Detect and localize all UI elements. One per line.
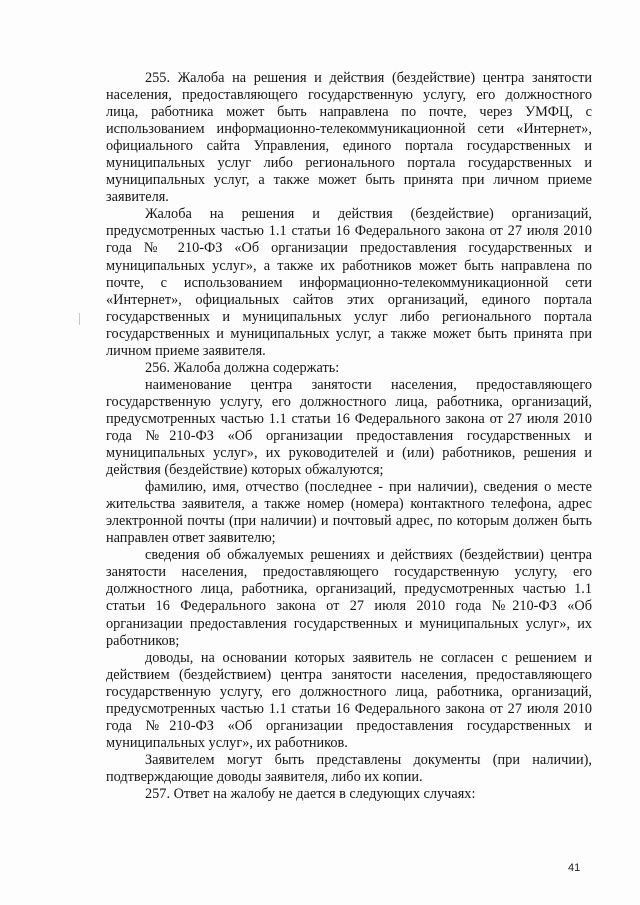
page-number: 41 (568, 862, 581, 874)
paragraph-item-name: наименование центра занятости населения, предоставляющего государственную услугу, его должностного лица, работника, организаций, предусмотренных частью 1.1 статьи 16 Федерального закона от 27 июля 2010 года №210-ФЗ «Об организации предоставления государственных и муниципальных услуг», их руководителей и (или) работников, решения и действия (бездействие) которых обжалуются; (106, 376, 592, 479)
paragraph-complaint-organizations: Жалоба на решения и действия (бездействие) организаций, предусмотренных частью 1.1 статьи 16 Федерального закона от 27 июля 2010 года № 210-ФЗ «Об организации предоставления государственных и муниципальных услуг», а также их работников может быть направлена по почте, с использованием информационно-телекоммуникационной сети «Интернет», официальных сайтов этих организаций, единого портала государственных и муниципальных услуг либо регионального портала государственных и муниципальных услуг, а также может быть принята при личном приеме заявителя. (106, 206, 592, 359)
paragraph-256: 256. Жалоба должна содержать: (145, 359, 340, 376)
document-body (106, 70, 592, 803)
paragraph-item-decisions: сведения об обжалуемых решениях и действиях (бездействии) центра занятости населения, предоставляющего государственную услугу, его должностного лица, работника, организаций, предусмотренных частью 1.1 статьи 16 Федерального закона от 27 июля 2010 года №210-ФЗ «Об организации предоставления государственных и муниципальных услуг», их работников; (106, 547, 592, 649)
paragraph-item-arguments: доводы, на основании которых заявитель не согласен с решением и действием (бездействием) центра занятости населения, предоставляющего государственную услугу, его должностного лица, работника, организаций, предусмотренных частью 1.1 статьи 16 Федерального закона от 27 июля 2010 года №210-ФЗ «Об организации предоставления государственных и муниципальных услуг», их работников. (106, 649, 592, 751)
paragraph-documents: Заявителем могут быть представлены документы (при наличии), подтверждающие доводы заявителя, либо их копии. (106, 751, 592, 785)
paragraph-item-personal-data: фамилию, имя, отчество (последнее - при наличии), сведения о месте жительства заявителя, а также номер (номера) контактного телефона, адрес электронной почты (при наличии) и почтовый адрес, по которым должен быть направлен ответ заявителю; (106, 479, 592, 547)
paragraph-255: 255. Жалоба на решения и действия (бездействие) центра занятости населения, предоставляющего государственную услугу, его должностного лица, работника может быть направлена по почте, через УМФЦ, с использованием информационно-телекоммуникационной сети «Интернет», официального сайта Управления, единого портала государственных и муниципальных услуг либо регионального портала государственных и муниципальных услуг, а также может быть принята при личном приеме заявителя. (106, 70, 592, 206)
paragraph-257: 257. Ответ на жалобу не дается в следующих случаях: (145, 785, 476, 802)
margin-mark (79, 313, 80, 325)
